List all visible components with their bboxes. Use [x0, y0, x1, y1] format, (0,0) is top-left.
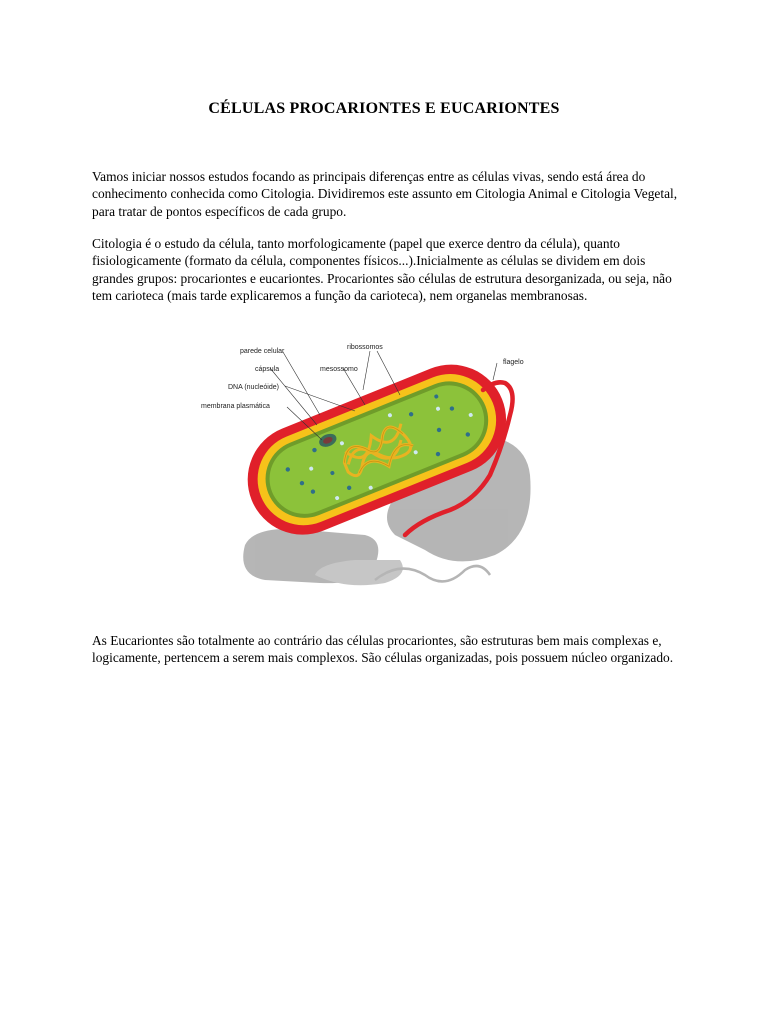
label-mesosome: mesossomo [320, 366, 358, 373]
label-flagellum: flagelo [503, 359, 524, 366]
paragraph-eucariontes: As Eucariontes são totalmente ao contrário das células procariontes, são estruturas bem mais complexas e, logicamente, pertencem a serem mais complexos. São células organizadas, pois possuem núcleo organizado. [92, 633, 674, 666]
label-plasma-membrane: membrana plasmática [201, 403, 270, 410]
paragraph-citologia: Citologia é o estudo da célula, tanto morfologicamente (papel que exerce dentro da célula), quanto fisiologicamente (formato da célula, componentes físicos...).Inicialmente as células se dividem em dois grandes grupos: procariontes e eucariontes. Procariontes são células de estrutura desorganizada, ou seja, não tem carioteca (mais tarde explicaremos a função da carioteca), nem organelas membranosas. [92, 236, 672, 304]
label-dna-nucleoid: DNA (nucleóide) [228, 384, 279, 391]
page-title: CÉLULAS PROCARIONTES E EUCARIONTES [208, 100, 560, 117]
prokaryotic-cell-diagram [201, 335, 555, 605]
paragraph-intro: Vamos iniciar nossos estudos focando as principais diferenças entre as células vivas, sendo está área do conhecimento conhecida como Citologia. Dividiremos este assunto em Citologia Animal e Citologia Vegetal, para tratar de pontos específicos de cada grupo. [92, 169, 678, 219]
label-ribosomes: ribossomos [347, 344, 383, 351]
label-cell-wall: parede celular [240, 348, 285, 355]
label-capsule: cápsula [255, 366, 280, 373]
